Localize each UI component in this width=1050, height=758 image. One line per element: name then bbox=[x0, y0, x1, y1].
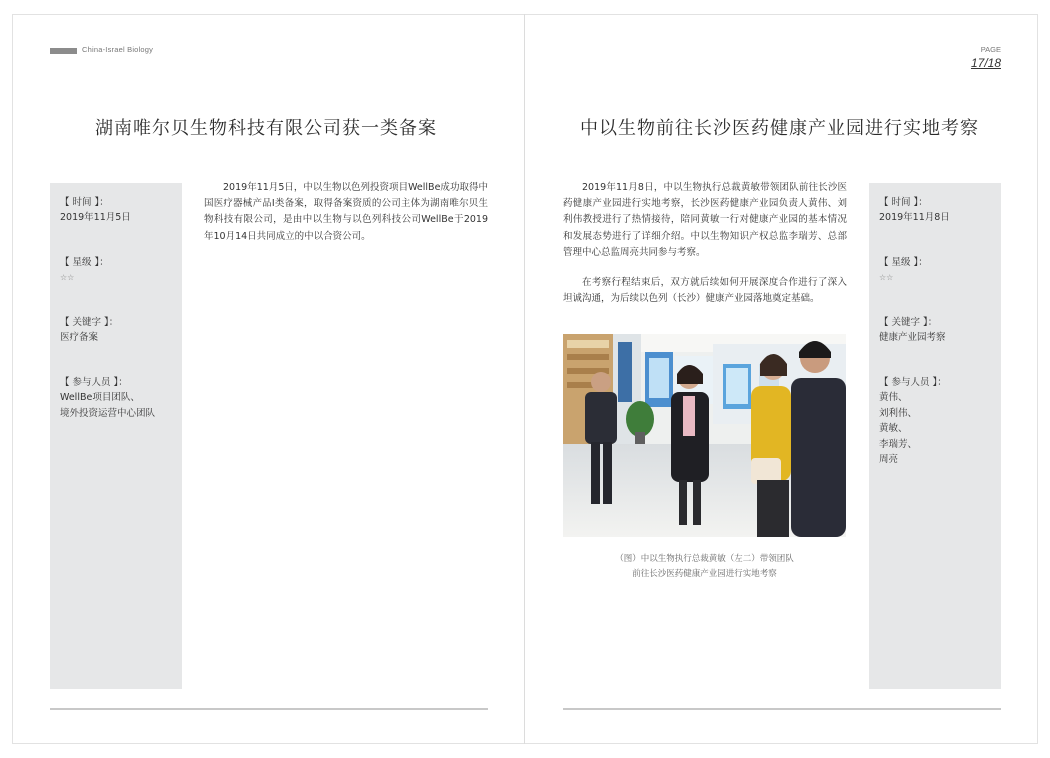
star-rating: ☆☆ bbox=[879, 273, 894, 282]
left-article-body bbox=[204, 180, 488, 259]
keyword-value: 医疗备案 bbox=[60, 332, 99, 343]
right-star-block bbox=[879, 255, 1001, 285]
people-list bbox=[879, 390, 1001, 468]
person-item: 李瑞芳、 bbox=[879, 438, 918, 450]
left-time-block bbox=[60, 195, 182, 225]
photo-caption bbox=[563, 552, 846, 582]
paragraph: 2019年11月5日，中以生物以色列投资项目WellBe成功取得中国医疗器械产品I类备案，取得备案资质的公司主体为湖南唯尔贝生物科技有限公司，是由中以生物与以色列科技公司WellBe于2019年10月14日共同成立的中以合资公司。 bbox=[204, 182, 488, 242]
left-people-block bbox=[60, 375, 182, 421]
time-label: 【 时间 】： bbox=[60, 197, 109, 208]
people-label: 【 参与人员 】： bbox=[60, 377, 128, 388]
left-article-title: 湖南唯尔贝生物科技有限公司获一类备案 bbox=[95, 118, 437, 139]
person-item: 境外投资运营中心团队 bbox=[60, 407, 156, 419]
right-article-body bbox=[563, 180, 847, 321]
right-keyword-block bbox=[879, 315, 1001, 345]
person-item: 刘利伟、 bbox=[879, 407, 918, 419]
caption-line: 前往长沙医药健康产业园进行实地考察 bbox=[632, 569, 777, 579]
star-label: 【 星级 】： bbox=[60, 257, 109, 268]
left-info-sidebar bbox=[50, 183, 182, 689]
site-visit-photo bbox=[563, 334, 846, 537]
right-bottom-rule bbox=[563, 708, 1001, 710]
person-item: 黄敏、 bbox=[879, 423, 908, 434]
keyword-label: 【 关键字 】： bbox=[879, 317, 938, 328]
right-people-block bbox=[879, 375, 1001, 468]
left-keyword-block bbox=[60, 315, 182, 345]
page-number: 17/18 bbox=[970, 56, 1001, 70]
brand-name: China-Israel Biology bbox=[82, 45, 154, 54]
paragraph: 在考察行程结束后，双方就后续如何开展深度合作进行了深入坦诚沟通，为后续以色列（长沙）健康产业园落地奠定基础。 bbox=[563, 277, 847, 305]
right-info-sidebar bbox=[869, 183, 1001, 689]
person-item: 黄伟、 bbox=[879, 392, 908, 403]
left-star-block bbox=[60, 255, 182, 285]
person-item: 周亮 bbox=[879, 454, 899, 465]
star-rating: ☆☆ bbox=[60, 273, 75, 282]
people-label: 【 参与人员 】： bbox=[879, 377, 947, 388]
left-bottom-rule bbox=[50, 708, 488, 710]
page-label: PAGE bbox=[980, 45, 1001, 54]
time-label: 【 时间 】： bbox=[879, 197, 928, 208]
time-value: 2019年11月8日 bbox=[879, 212, 950, 223]
brand-bar bbox=[50, 48, 77, 54]
paragraph: 2019年11月8日，中以生物执行总裁黄敏带领团队前往长沙医药健康产业园进行实地考察，长沙医药健康产业园负责人黄伟、刘利伟教授进行了热情接待，陪同黄敏一行对健康产业园的基本情况和发展态势进行了详细介绍。中以生物知识产权总监李瑞芳、总部管理中心总监周亮共同参与考察。 bbox=[563, 182, 847, 258]
keyword-label: 【 关键字 】： bbox=[60, 317, 119, 328]
people-list bbox=[60, 390, 182, 421]
keyword-value: 健康产业园考察 bbox=[879, 332, 946, 343]
time-value: 2019年11月5日 bbox=[60, 212, 131, 223]
caption-line: （图）中以生物执行总裁黄敏（左二）带领团队 bbox=[615, 554, 794, 564]
page-fold bbox=[524, 14, 525, 744]
right-time-block bbox=[879, 195, 1001, 225]
star-label: 【 星级 】： bbox=[879, 257, 928, 268]
right-article-title: 中以生物前往长沙医药健康产业园进行实地考察 bbox=[580, 118, 979, 139]
person-item: WellBe项目团队、 bbox=[60, 392, 140, 403]
